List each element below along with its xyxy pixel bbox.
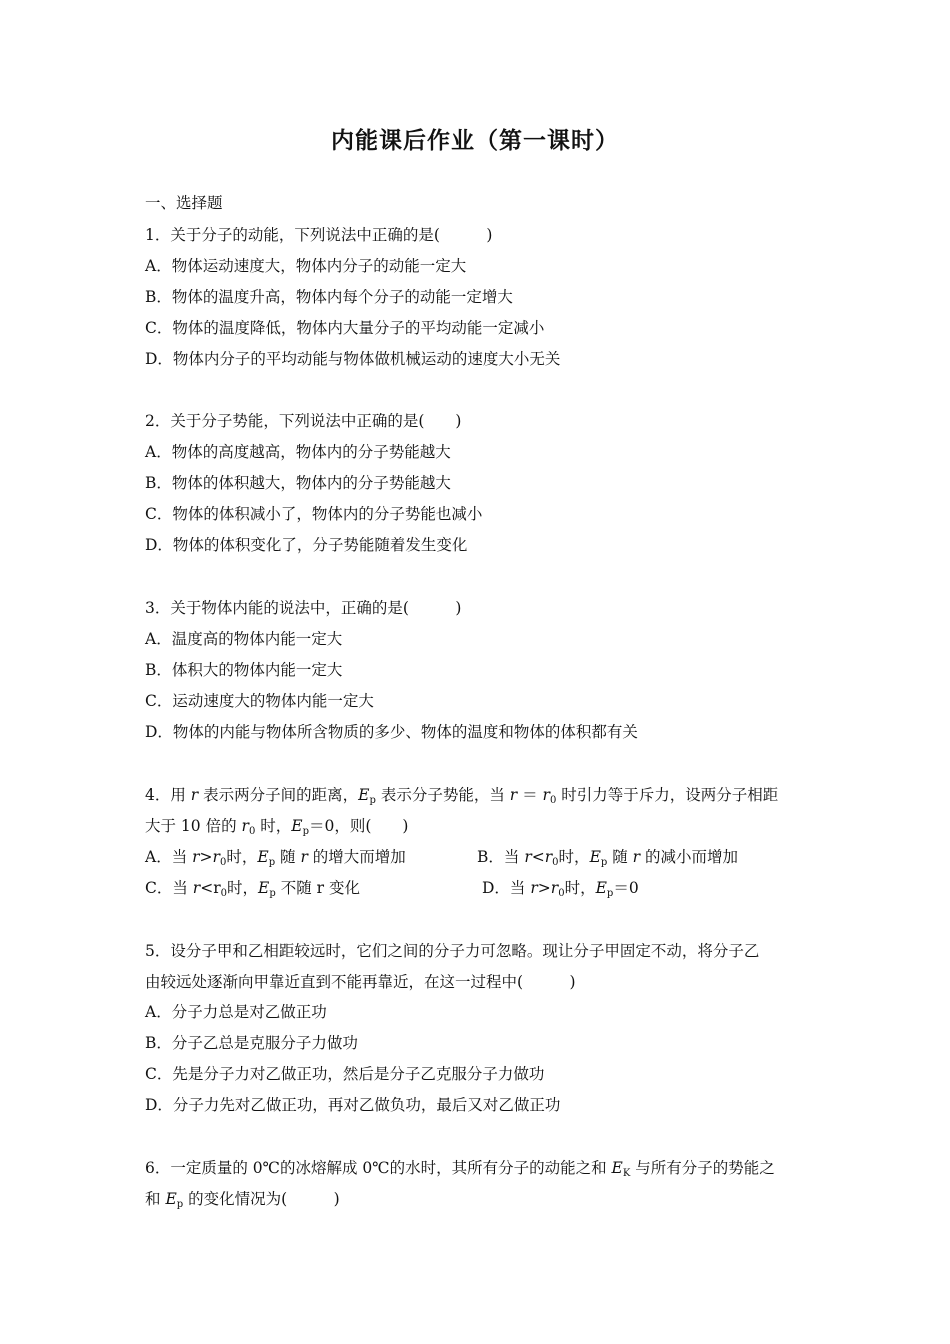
question-2-option-c: C．物体的体积减小了，物体内的分子势能也减小 <box>145 505 483 523</box>
question-5-stem-line-2: 由较远处逐渐向甲靠近直到不能再靠近，在这一过程中( ) <box>145 973 576 991</box>
question-6-stem-line-1: 6．一定质量的 0℃的冰熔解成 0℃的水时，其所有分子的动能之和 $E_K$ 与所有分子的势能之 <box>145 1159 775 1179</box>
question-2-stem: 2．关于分子势能，下列说法中正确的是( ) <box>145 412 462 430</box>
question-4-option-a: A．当 $r>r_0$时，$E_p$ 随 r 的增大而增加 <box>145 848 406 868</box>
question-5-option-b: B．分子乙总是克服分子力做功 <box>145 1034 358 1052</box>
question-1-option-b: B．物体的温度升高，物体内每个分子的动能一定增大 <box>145 288 513 306</box>
question-2-option-a: A．物体的高度越高，物体内的分子势能越大 <box>145 443 451 461</box>
question-3-option-b: B．体积大的物体内能一定大 <box>145 661 343 679</box>
question-4-option-d: D．当 $r>r_0$时，$E_p=0$ <box>482 879 639 899</box>
question-4-stem-line-1: 4．用 r 表示两分子间的距离，$E_p$ 表示分子势能，当 $r = r_0$ 时引力等于斥力，设两分子相距 <box>145 786 779 806</box>
question-4-option-b: B．当 $r<r_0$时，$E_p$ 随 r 的减小而增加 <box>477 848 739 868</box>
question-3-stem: 3．关于物体内能的说法中，正确的是( ) <box>145 599 462 617</box>
page-title: 内能课后作业（第一课时） <box>331 128 619 154</box>
question-3-option-c: C．运动速度大的物体内能一定大 <box>145 692 374 710</box>
question-5-option-d: D．分子力先对乙做正功，再对乙做负功，最后又对乙做正功 <box>145 1096 561 1114</box>
question-2-option-d: D．物体的体积变化了，分子势能随着发生变化 <box>145 536 468 554</box>
question-6-stem-line-2: 和 $E_p$ 的变化情况为( ) <box>145 1190 340 1210</box>
question-3-option-a: A．温度高的物体内能一定大 <box>145 630 343 648</box>
section-heading: 一、选择题 <box>145 194 223 212</box>
question-1-option-d: D．物体内分子的平均动能与物体做机械运动的速度大小无关 <box>145 350 561 368</box>
question-3-option-d: D．物体的内能与物体所含物质的多少、物体的温度和物体的体积都有关 <box>145 723 638 741</box>
question-5-stem-line-1: 5．设分子甲和乙相距较远时，它们之间的分子力可忽略。现让分子甲固定不动，将分子乙 <box>145 942 760 960</box>
question-4-option-c: C．当 $r<r_0$时，$E_p$ 不随 r 变化 <box>145 879 360 899</box>
question-2-option-b: B．物体的体积越大，物体内的分子势能越大 <box>145 474 451 492</box>
question-1-stem: 1．关于分子的动能，下列说法中正确的是( ) <box>145 226 493 244</box>
question-1-option-a: A．物体运动速度大，物体内分子的动能一定大 <box>145 257 467 275</box>
question-5-option-a: A．分子力总是对乙做正功 <box>145 1003 327 1021</box>
question-1-option-c: C．物体的温度降低，物体内大量分子的平均动能一定减小 <box>145 319 545 337</box>
question-5-option-c: C．先是分子力对乙做正功，然后是分子乙克服分子力做功 <box>145 1065 545 1083</box>
question-4-stem-line-2: 大于 10 倍的 $r_0$ 时，$E_p=0$，则( ) <box>145 817 409 837</box>
